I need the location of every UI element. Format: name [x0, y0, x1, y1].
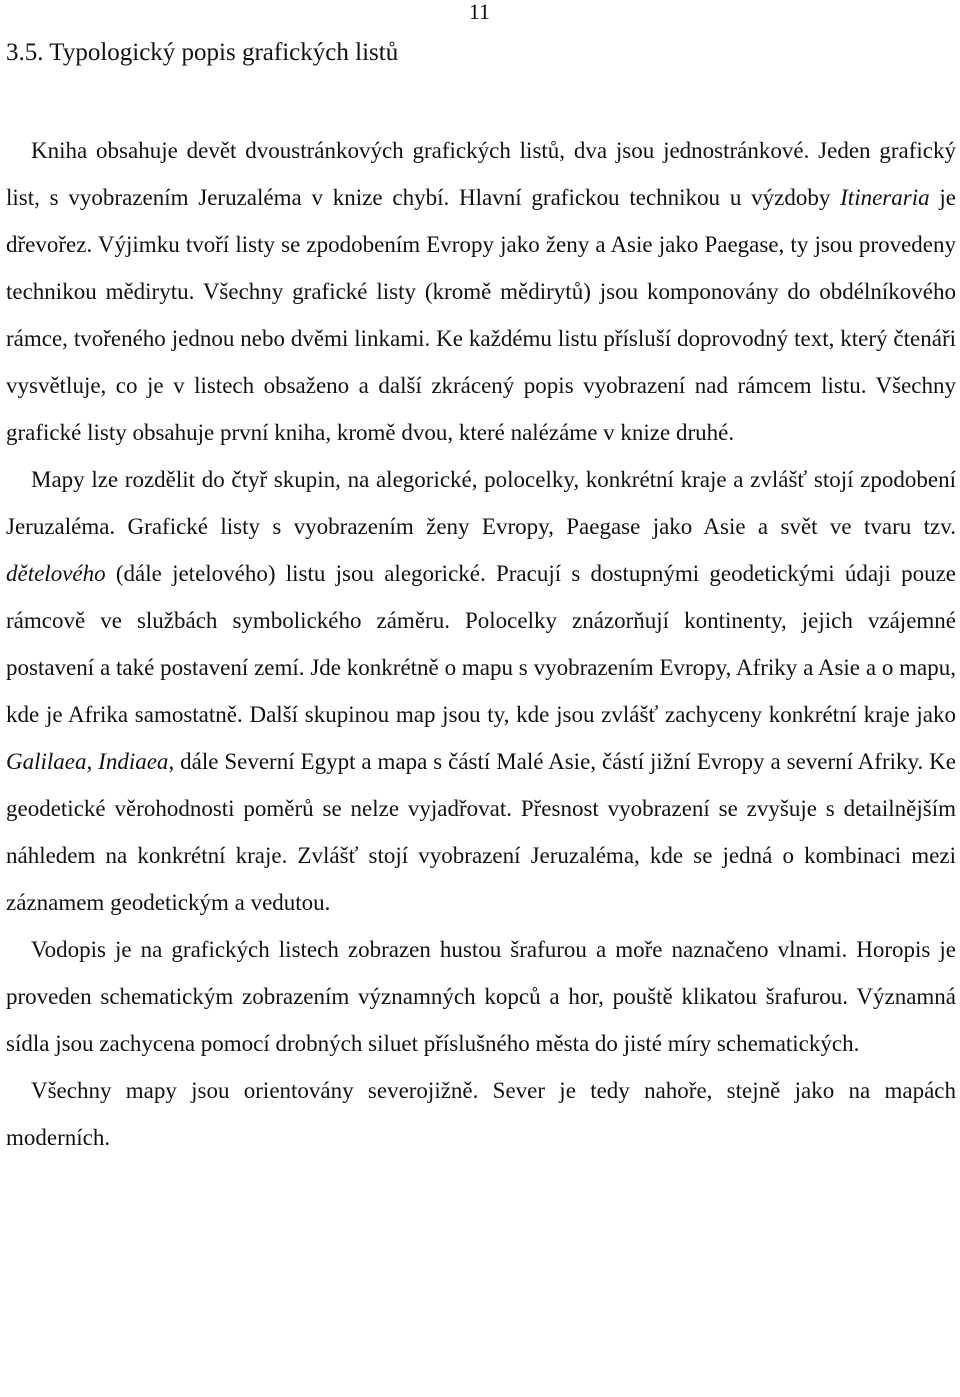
paragraph-2-text-c: (dále jetelového) listu jsou alegorické. Pracují s dostupnými geodetickými údaji pouze rámcově ve službách symbolického záměru. Polocelky znázorňují kontinenty, jejich vzájemné postavení a také postavení zemí. Jde konkrétně o mapu s vyobrazením Evropy, Afriky a Asie a o mapu, kde je Afrika samostatně. Další skupinou map jsou ty, kde jsou zvlášť zachyceny konkrétní kraje jako — [6, 561, 956, 727]
paragraph-2-text-e: , dále Severní Egypt a mapa s částí Malé Asie, částí jižní Evropy a severní Afriky. Ke geodetické věrohodnosti poměrů se nelze vyjadřovat. Přesnost vyobrazení se zvyšuje s detailnějším náhledem na konkrétní kraje. Zvlášť stojí vyobrazení Jeruzaléma, kde se jedná o kombinaci mezi záznamem geodetickým a vedutou. — [6, 749, 956, 915]
paragraph-1-text-c: je dřevořez. Výjimku tvoří listy se zpodobením Evropy jako ženy a Asie jako Paegase, ty jsou provedeny technikou mědirytu. Všechny grafické listy (kromě mědirytů) jsou komponovány do obdélníkového rámce, tvořeného jednou nebo dvěmi linkami. Ke každému listu přísluší doprovodný text, který čtenáři vysvětluje, co je v listech obsaženo a další zkrácený popis vyobrazení nad rámcem listu. Všechny grafické listy obsahuje první kniha, kromě dvou, které nalézáme v knize druhé. — [6, 185, 956, 445]
body-text — [6, 127, 956, 1161]
paragraph-3-text: Vodopis je na grafických listech zobrazen hustou šrafurou a moře naznačeno vlnami. Horopis je proveden schematickým zobrazením významných kopců a hor, pouště klikatou šrafurou. Významná sídla jsou zachycena pomocí drobných siluet příslušného města do jisté míry schematických. — [6, 937, 956, 1056]
paragraph-4 — [6, 1067, 956, 1161]
page-number: 11 — [468, 0, 490, 24]
paragraph-2-italic-term-2: Galilaea, Indiaea — [6, 749, 169, 774]
section-heading: 3.5. Typologický popis grafických listů — [6, 39, 399, 66]
paragraph-2-text-a: Mapy lze rozdělit do čtyř skupin, na alegorické, polocelky, konkrétní kraje a zvlášť stojí zpodobení Jeruzaléma. Grafické listy s vyobrazením ženy Evropy, Paegase jako Asie a svět ve tvaru tzv. — [6, 467, 956, 539]
paragraph-1 — [6, 127, 956, 456]
paragraph-2-italic-term-1: dětelového — [6, 561, 106, 586]
paragraph-1-text-a: Kniha obsahuje devět dvoustránkových grafických listů, dva jsou jednostránkové. Jeden grafický list, s vyobrazením Jeruzaléma v knize chybí. Hlavní grafickou technikou u výzdoby — [6, 138, 956, 210]
paragraph-2 — [6, 456, 956, 926]
paragraph-1-italic-term: Itineraria — [840, 185, 930, 210]
paragraph-4-text: Všechny mapy jsou orientovány severojižně. Sever je tedy nahoře, stejně jako na mapách moderních. — [6, 1078, 956, 1150]
paragraph-3 — [6, 926, 956, 1067]
